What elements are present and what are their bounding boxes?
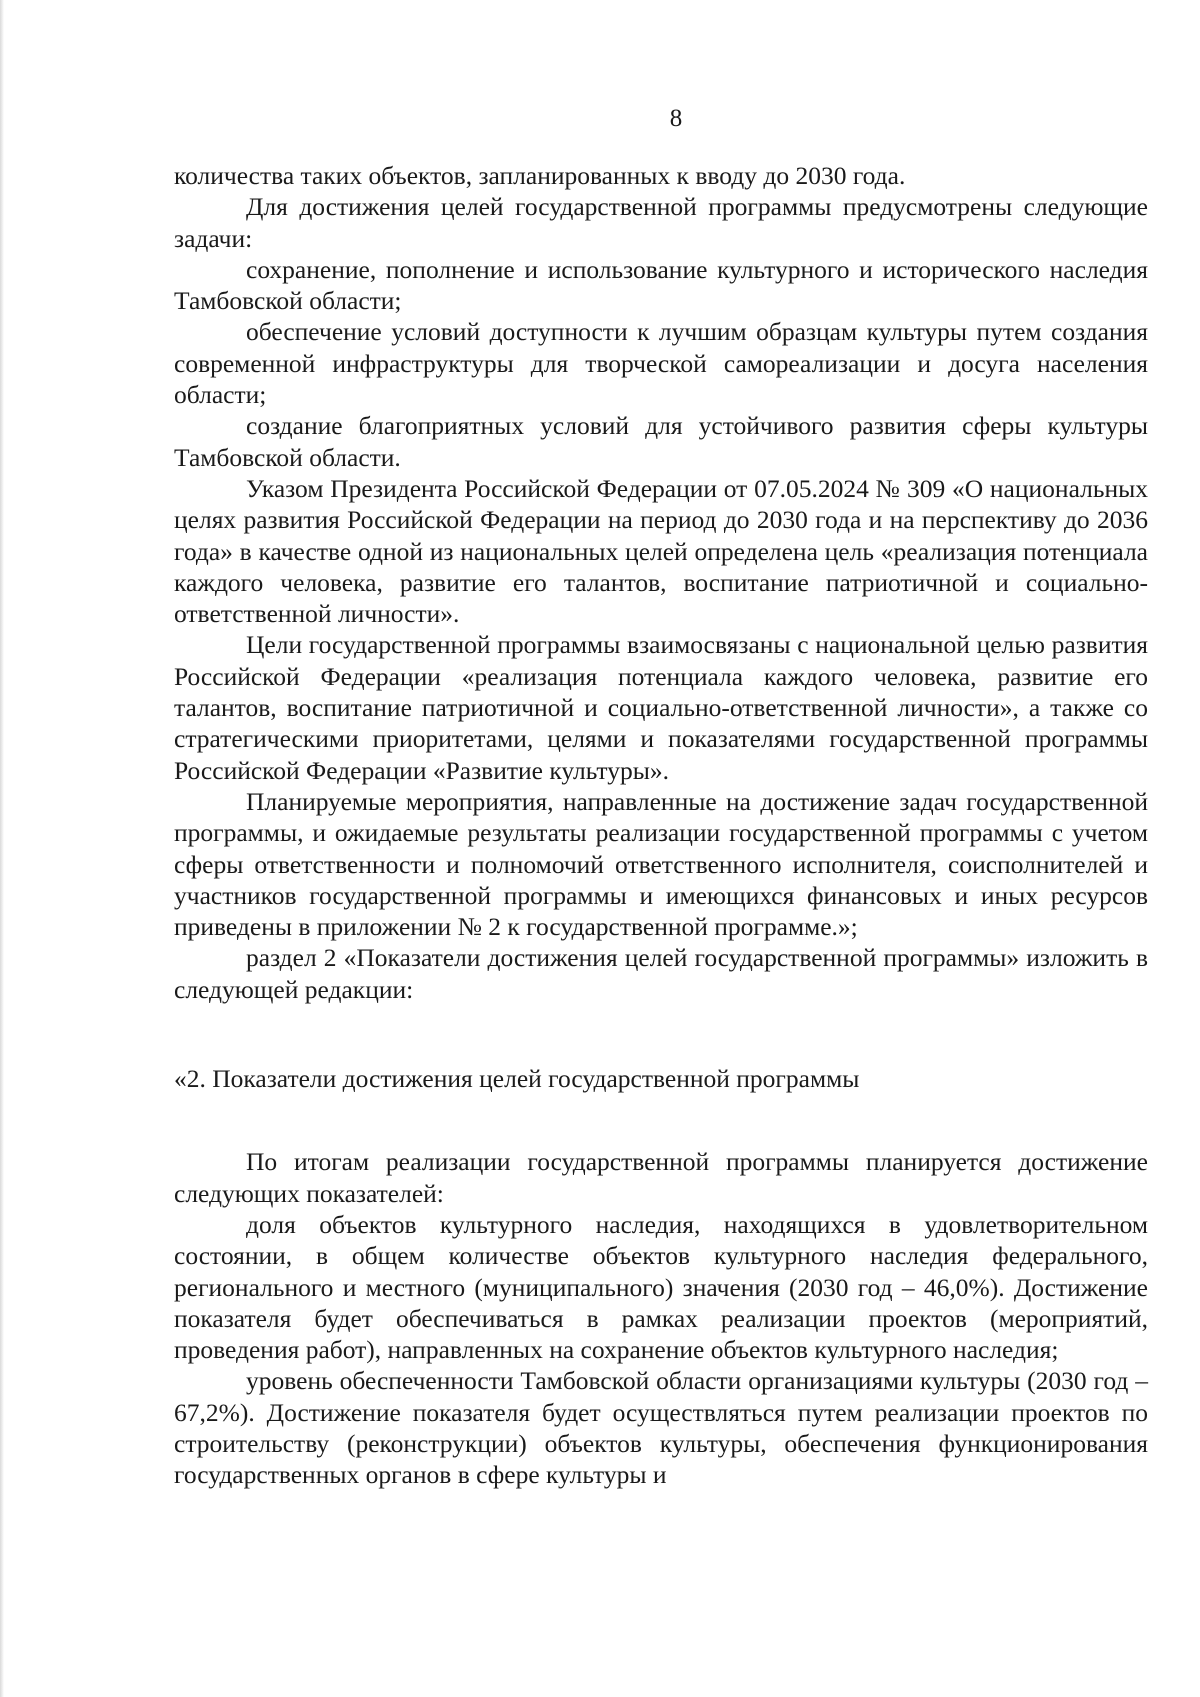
paragraph-task-access: обеспечение условий доступности к лучшим образцам культуры путем создания современной инфраструктуры для творческой самореализации и досуга населения области; [174, 317, 1148, 410]
paragraph-presidential-decree: Указом Президента Российской Федерации от 07.05.2024 № 309 «О национальных целях развития Российской Федерации на период до 2030 года и на перспективу до 2036 года» в качестве одной из национальных целей определена цель «реализация потенциала каждого человека, развитие его талантов, воспитание патриотичной и социально-ответственной личности». [174, 473, 1148, 629]
paragraph-section-amendment: раздел 2 «Показатели достижения целей государственной программы» изложить в следующей редакции: [174, 943, 1148, 1004]
paragraph-indicator-provision-level: уровень обеспеченности Тамбовской области организациями культуры (2030 год – 67,2%). Достижение показателя будет осуществляться путем реализации проектов по строительству (реконструкции) объектов культуры, обеспечения функционирования государственных органов в сфере культуры и [174, 1366, 1148, 1490]
scan-edge-shadow [0, 0, 4, 1697]
paragraph-continuation: количества таких объектов, запланированных к вводу до 2030 года. [174, 161, 906, 190]
page-number: 8 [669, 105, 683, 132]
section-heading: «2. Показатели достижения целей государственной программы [174, 1064, 860, 1094]
paragraph-task-development: создание благоприятных условий для устойчивого развития сферы культуры Тамбовской области. [174, 411, 1148, 472]
paragraph-indicator-heritage-share: доля объектов культурного наследия, находящихся в удовлетворительном состоянии, в общем количестве объектов культурного наследия федерального, регионального и местного (муниципального) значения (2030 год – 46,0%). Достижение показателя будет обеспечиваться в рамках реализации проектов (мероприятий, проведения работ), направленных на сохранение объектов культурного наследия; [174, 1209, 1148, 1365]
paragraph-indicators-intro: По итогам реализации государственной программы планируется достижение следующих показателей: [174, 1147, 1148, 1208]
document-body [174, 160, 1148, 1491]
paragraph-tasks-intro: Для достижения целей государственной программы предусмотрены следующие задачи: [174, 192, 1148, 253]
paragraph-goals-link: Цели государственной программы взаимосвязаны с национальной целью развития Российской Федерации «реализация потенциала каждого человека, развитие его талантов, воспитание патриотичной и социально-ответственной личности», а также со стратегическими приоритетами, целями и показателями государственной программы Российской Федерации «Развитие культуры». [174, 630, 1148, 785]
paragraph-task-heritage: сохранение, пополнение и использование культурного и исторического наследия Тамбовской области; [174, 254, 1148, 316]
paragraph-planned-measures: Планируемые мероприятия, направленные на достижение задач государственной программы, и ожидаемые результаты реализации государственной программы с учетом сферы ответственности и полномочий ответственного исполнителя, соисполнителей и участников государственной программы и имеющихся финансовых и иных ресурсов приведены в приложении № 2 к государственной программе.»; [174, 786, 1148, 942]
